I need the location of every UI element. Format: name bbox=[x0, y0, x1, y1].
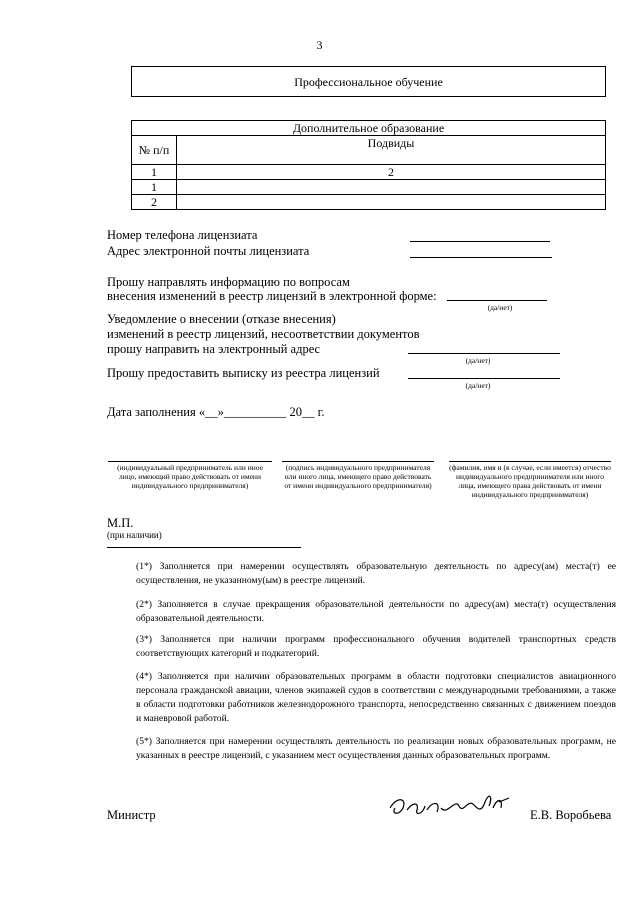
request-info-line[interactable] bbox=[447, 300, 547, 301]
note-5: (5*) Заполняется при намерении осуществлять деятельность по реализации новых образовательных программ, не указанных в реестре лицензий, с указанием мест осуществления данных образовательных программ. bbox=[136, 736, 616, 761]
extract-line[interactable] bbox=[408, 378, 560, 379]
yesno-hint-1: (да/нет) bbox=[487, 303, 513, 312]
phone-label: Номер телефона лицензиата bbox=[107, 228, 258, 242]
extract-label: Прошу предоставить выписку из реестра лицензий bbox=[107, 366, 380, 380]
position-label: Министр bbox=[107, 808, 156, 822]
signatory-name: Е.В. Воробьева bbox=[530, 808, 612, 822]
sig-line-3 bbox=[449, 461, 611, 462]
note-2: (2*) Заполняется в случае прекращения образовательной деятельности по адресу(ам) места(т) осуществления образовательной деятельности. bbox=[136, 599, 616, 624]
email-line[interactable] bbox=[410, 257, 552, 258]
sig-line-2 bbox=[282, 461, 434, 462]
table-cell: 2 bbox=[132, 195, 177, 210]
notify-line2: изменений в реестр лицензий, несоответствии документов bbox=[107, 327, 420, 341]
table-cell: 2 bbox=[177, 165, 606, 180]
stamp-label: М.П. bbox=[107, 516, 134, 530]
notify-line3: прошу направить на электронный адрес bbox=[107, 342, 321, 356]
yesno-hint-3: (да/нет) bbox=[465, 381, 491, 390]
stamp-note: (при наличии) bbox=[107, 530, 162, 540]
note-3: (3*) Заполняется при наличии программ профессионального обучения водителей транспортных средств соответствующих категорий и подкатегорий. bbox=[136, 634, 616, 659]
table-cell: 1 bbox=[132, 180, 177, 195]
notify-line[interactable] bbox=[408, 353, 560, 354]
stamp-line bbox=[107, 547, 301, 548]
email-label: Адрес электронной почты лицензиата bbox=[107, 244, 310, 258]
request-info-line1: Прошу направлять информацию по вопросам bbox=[107, 275, 350, 289]
prof-training-table bbox=[131, 66, 606, 97]
note-4: (4*) Заполняется при наличии образовательных программ в области подготовки специалистов авиационного персонала гражданской авиации, членов экипажей судов в соответствии с международными требованиями, а также в области подготовки работников железнодорожного транспорта, непосредственно связанных с движением поездов и маневровой работой. bbox=[136, 671, 616, 724]
fill-date: Дата заполнения «__»__________ 20__ г. bbox=[107, 405, 325, 419]
notify-line1: Уведомление о внесении (отказе внесения) bbox=[107, 312, 336, 326]
table-cell bbox=[177, 195, 606, 210]
sig-caption-2: (подпись индивидуального предпринимателя или иного лица, имеющего право действовать от имени индивидуального предпринимателя) bbox=[284, 463, 432, 490]
table-cell: 1 bbox=[132, 165, 177, 180]
additional-education-table bbox=[131, 120, 606, 210]
note-1: (1*) Заполняется при намерении осуществлять образовательную деятельность по адресу(ам) места(т) ее осуществления, не указанному(ым) в реестре лицензий. bbox=[136, 561, 616, 586]
col-number-header: № п/п bbox=[132, 136, 177, 165]
prof-training-header: Профессиональное обучение bbox=[132, 67, 606, 97]
handwritten-signature bbox=[385, 788, 520, 828]
sig-line-1 bbox=[108, 461, 272, 462]
sig-caption-1: (индивидуальный предприниматель или иное лицо, имеющий право действовать от имени индивидуального предпринимателя) bbox=[117, 463, 263, 490]
request-info-line2: внесения изменений в реестр лицензий в электронной форме: bbox=[107, 289, 437, 303]
additional-education-header: Дополнительное образование bbox=[132, 121, 606, 136]
col-subtypes-header: Подвиды bbox=[177, 136, 606, 165]
page-number: 3 bbox=[316, 38, 323, 52]
phone-line[interactable] bbox=[410, 241, 550, 242]
sig-caption-3: (фамилия, имя и (в случае, если имеется) отчество индивидуального предпринимателя или иного лица, имеющего права действовать от имени индивидуального предпринимателя) bbox=[449, 463, 611, 499]
table-cell bbox=[177, 180, 606, 195]
yesno-hint-2: (да/нет) bbox=[465, 356, 491, 365]
